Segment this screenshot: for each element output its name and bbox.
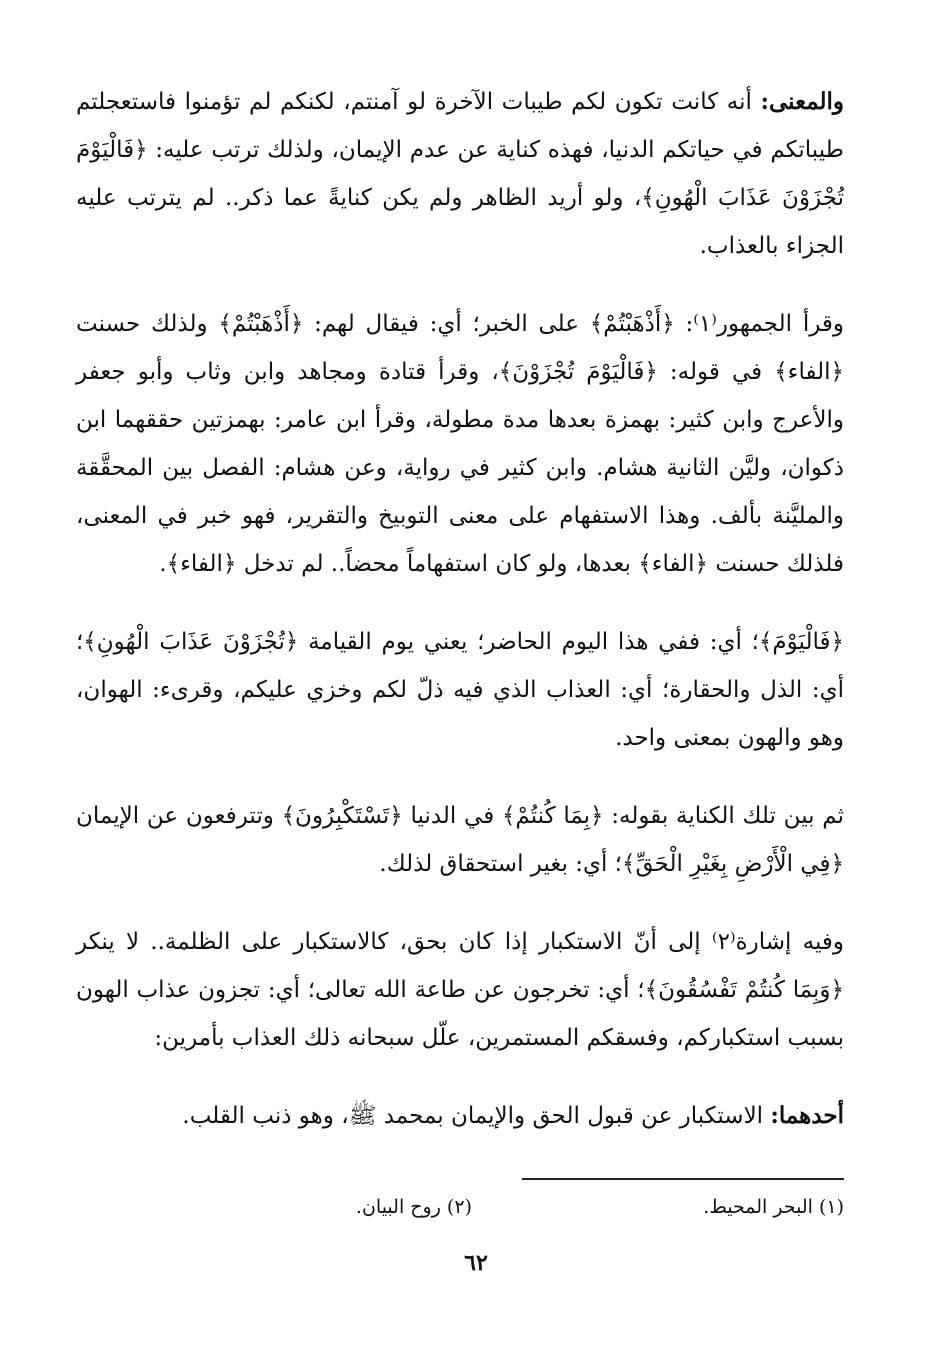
footnote-divider [522, 1178, 844, 1180]
paragraph-lead: أحدهما: [770, 1102, 844, 1129]
paragraph-text: أنه كانت تكون لكم طيبات الآخرة لو آمنتم، لكنكم لم تؤمنوا فاستعجلتم طيباتكم في حياتكم الدنيا، فهذه كناية عن عدم الإيمان، ولذلك ترتب عليه: ﴿فَالْيَوْمَ تُجْزَوْنَ عَذَابَ الْهُونِ﴾، ولو أريد الظاهر ولم يكن كنايةً عما ذكر.. لم يترتب عليه الجزاء بالعذاب. [76, 89, 844, 259]
paragraph-text: ثم بين تلك الكناية بقوله: ﴿بِمَا كُنتُمْ﴾ في الدنيا ﴿تَسْتَكْبِرُونَ﴾ وتترفعون عن الإيمان ﴿فِي الْأَرْضِ بِغَيْرِ الْحَقِّ﴾؛ أي: بغير استحقاق لذلك. [76, 803, 844, 877]
footnotes [76, 1192, 844, 1222]
paragraph-text: وفيه إشارة⁽٢⁾ إلى أنّ الاستكبار إذا كان بحق، كالاستكبار على الظلمة.. لا ينكر ﴿وَبِمَا كُنتُمْ تَفْسُقُونَ﴾؛ أي: تخرجون عن طاعة الله تعالى؛ أي: تجزون عذاب الهون بسبب استكباركم، وفسقكم المستمرين، علّل سبحانه ذلك العذاب بأمرين: [76, 929, 844, 1051]
page-body [76, 78, 844, 1170]
page-number: ٦٢ [464, 1250, 488, 1276]
paragraph-first-reason [76, 1092, 844, 1140]
paragraph-text: وقرأ الجمهور⁽١⁾: ﴿أَذْهَبْتُمْ﴾ على الخبر؛ أي: فيقال لهم: ﴿أَذْهَبْتُمْ﴾ ولذلك حسنت ﴿الفاء﴾ في قوله: ﴿فَالْيَوْمَ تُجْزَوْنَ﴾، وقرأ قتادة ومجاهد وابن وثاب وأبو جعفر والأعرج وابن كثير: بهمزة بعدها مدة مطولة، وقرأ ابن عامر: بهمزتين حققهما ابن ذكوان، وليَّن الثانية هشام. وابن كثير في رواية، وعن هشام: الفصل بين المحقَّقة والمليَّنة بألف. وهذا الاستفهام على معنى التوبيخ والتقرير، فهو خبر في المعنى، فلذلك حسنت ﴿الفاء﴾ بعدها، ولو كان استفهاماً محضاً.. لم تدخل ﴿الفاء﴾. [76, 311, 844, 577]
footnote-2: (٢) روح البيان. [355, 1196, 472, 1218]
paragraph-lead: والمعنى: [760, 88, 844, 115]
paragraph-indication [76, 918, 844, 1062]
paragraph-today [76, 618, 844, 762]
paragraph-explanation [76, 792, 844, 888]
paragraph-text: ﴿فَالْيَوْمَ﴾؛ أي: ففي هذا اليوم الحاضر؛ يعني يوم القيامة ﴿تُجْزَوْنَ عَذَابَ الْهُونِ﴾؛ أي: الذل والحقارة؛ أي: العذاب الذي فيه ذلّ لكم وخزي عليكم، وقرىء: الهوان، وهو والهون بمعنى واحد. [76, 629, 844, 751]
paragraph-text: الاستكبار عن قبول الحق والإيمان بمحمد ﷺ، وهو ذنب القلب. [182, 1103, 771, 1129]
paragraph-meaning [76, 78, 844, 270]
footnote-1: (١) البحر المحيط. [703, 1196, 844, 1218]
paragraph-readings [76, 300, 844, 588]
